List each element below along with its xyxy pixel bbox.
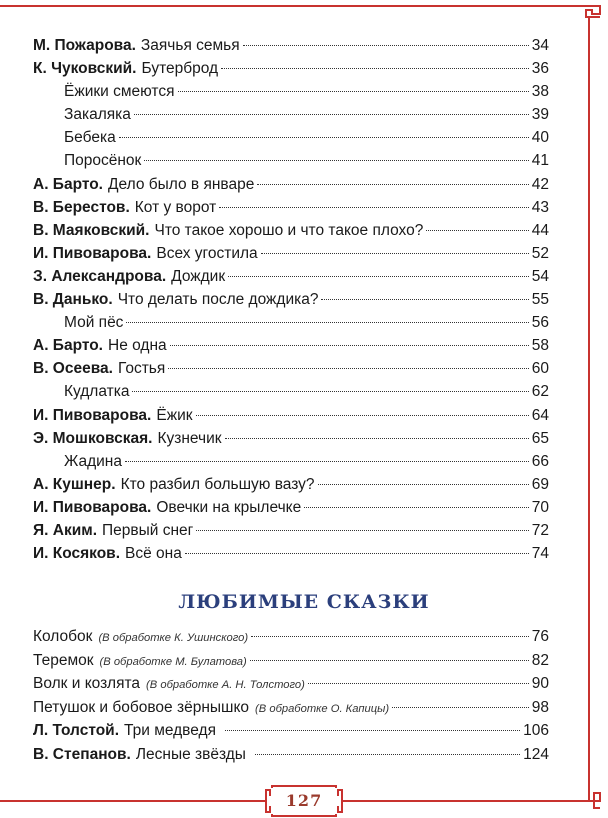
dot-leader [250,660,529,661]
toc-entry-title: Теремок [33,651,94,669]
toc-entry-title: Что такое хорошо и что такое плохо? [154,221,424,239]
toc-entry-author: В. Берестов. [33,198,130,216]
toc-entry [33,288,549,311]
toc-entry [33,311,549,334]
toc-entry-page: 55 [531,291,549,309]
toc-entry-title: Лесные звёзды [135,745,246,763]
dot-leader [144,160,528,161]
dot-leader [392,707,529,708]
toc-entry-title: Колобок [33,628,93,645]
toc-entry-page: 72 [531,521,549,539]
toc-entry-note: (В обработке К. Ушинского) [98,632,249,644]
dot-leader [134,114,529,115]
toc-entry-title: Ёжики смеются [64,83,175,101]
toc-entry [33,34,549,57]
toc-fairy-tales-list [33,625,549,767]
toc-entry [33,473,549,496]
toc-entry-title: Дело было в январе [108,175,255,193]
toc-entry [33,334,549,357]
toc-entry [33,196,549,219]
toc-entry-author: И. Пивоварова. [33,406,152,424]
dot-leader [318,484,529,485]
toc-entry [33,427,549,450]
toc-entry [33,357,549,380]
dot-leader [225,730,520,731]
toc-entry [33,625,549,649]
toc-entry-title: Жадина [64,452,122,470]
toc-entry-title: Кудлатка [64,383,130,401]
section-title: ЛЮБИМЫЕ СКАЗКИ [178,591,430,613]
toc-entry [33,404,549,427]
toc-entry-title: Бебека [64,129,116,147]
dot-leader [132,391,528,392]
toc-entry [33,149,549,172]
toc-entry-title: Первый снег [102,521,194,539]
toc-entry-title: Овечки на крылечке [156,498,302,516]
toc-entry [33,380,549,403]
toc-entry-title: Волк и козлята [33,675,141,693]
toc-entry-page: 98 [531,698,549,716]
toc-entry-page: 82 [531,651,549,669]
toc-entry [33,265,549,288]
toc-entry [33,126,549,149]
toc-entry-title: Мой пёс [64,314,124,332]
toc-entry-title: Всё она [125,545,182,563]
toc-entry [33,80,549,103]
dot-leader [261,253,529,254]
toc-entry-author: А. Барто. [33,337,103,355]
toc-entry [33,219,549,242]
toc-entry-page: 124 [523,745,549,763]
toc-entry-author: З. Александрова. [33,267,167,285]
toc-entry-author: А. Кушнер. [33,475,116,493]
dot-leader [308,683,529,684]
toc-entry-author: Э. Мошковская. [33,429,153,447]
toc-entry-title: Бутерброд [141,60,219,78]
dot-leader [243,45,529,46]
toc-entry-title: Петушок и бобовое зёрнышко [33,698,250,716]
toc-main-list [33,34,549,565]
toc-entry [33,450,549,473]
dot-leader [221,68,529,69]
toc-entry-author: А. Барто. [33,175,103,193]
toc-entry-page: 64 [531,406,549,424]
toc-entry-page: 52 [531,244,549,262]
toc-entry-title: Кот у ворот [134,198,217,216]
toc-entry-page: 38 [531,83,549,101]
toc-entry-author: И. Пивоварова. [33,498,152,516]
toc-entry [33,496,549,519]
toc-entry-note: (В обработке М. Булатова) [99,655,247,668]
toc-entry-page: 39 [531,106,549,124]
toc-entry-author: К. Чуковский. [33,60,137,78]
toc-entry-author: В. Степанов. [33,745,131,763]
toc-entry-page: 43 [531,198,549,216]
toc-entry-title: Закаляка [64,106,131,124]
toc-entry-title: Не одна [108,337,167,355]
toc-entry-page: 65 [531,429,549,447]
toc-entry-page: 42 [531,175,549,193]
toc-entry-page: 69 [531,475,549,493]
dot-leader [170,345,529,346]
toc-entry [33,173,549,196]
toc-entry [33,103,549,126]
toc-entry-page: 66 [531,452,549,470]
toc-entry-page: 56 [531,314,549,332]
dot-leader [219,207,529,208]
toc-entry-author: И. Пивоварова. [33,244,152,262]
toc-entry [33,57,549,80]
dot-leader [228,276,529,277]
toc-entry-page: 70 [531,498,549,516]
dot-leader [168,368,528,369]
toc-entry-page: 36 [531,60,549,78]
dot-leader [196,415,529,416]
toc-entry-title: Поросёнок [64,152,142,170]
dot-leader [125,461,529,462]
dot-leader [119,137,529,138]
toc-entry-title: Кто разбил большую вазу? [120,475,315,493]
toc-entry-page: 40 [531,129,549,147]
toc-entry [33,672,549,696]
dot-leader [257,184,528,185]
dot-leader [178,91,529,92]
toc-entry-title: Что делать после дождика? [117,291,319,309]
toc-entry-title: Три медведя [124,722,216,740]
toc-entry-title: Ёжик [156,406,193,424]
toc-entry [33,242,549,265]
dot-leader [225,438,529,439]
toc-entry-page: 60 [531,360,549,378]
dot-leader [185,553,529,554]
toc-entry-page: 41 [531,152,549,170]
dot-leader [304,507,529,508]
toc-entry-author: В. Осеева. [33,360,113,378]
toc-entry-note: (В обработке О. Капицы) [255,702,390,715]
toc-entry-author: Я. Аким. [33,521,98,539]
toc-entry-page: 76 [531,628,549,645]
toc-entry-title: Дождик [171,267,226,285]
toc-entry-title: Заячья семья [140,37,240,54]
toc-entry-page: 106 [523,722,549,740]
toc-entry-page: 58 [531,337,549,355]
toc-entry-title: Кузнечик [157,429,222,447]
toc-entry-page: 34 [531,37,549,54]
toc-entry-author: В. Данько. [33,291,113,309]
toc-entry-author: В. Маяковский. [33,221,150,239]
toc-entry-note: (В обработке А. Н. Толстого) [146,679,305,692]
dot-leader [251,636,529,637]
dot-leader [126,322,528,323]
toc-entry [33,542,549,565]
toc-entry-author: И. Косяков. [33,545,120,563]
toc-entry-page: 62 [531,383,549,401]
toc-entry [33,743,549,767]
toc-entry [33,719,549,743]
toc-entry-page: 90 [531,675,549,693]
toc-entry-title: Гостья [117,360,166,378]
dot-leader [321,299,528,300]
toc-entry-author: М. Пожарова. [33,37,136,54]
page-number: 127 [271,788,337,814]
toc-entry-page: 54 [531,267,549,285]
toc-entry [33,649,549,673]
dot-leader [426,230,528,231]
toc-entry [33,519,549,542]
dot-leader [255,754,520,755]
dot-leader [196,530,528,531]
toc-entry-author: Л. Толстой. [33,722,120,740]
toc-entry [33,696,549,720]
toc-entry-title: Всех угостила [156,244,258,262]
toc-entry-page: 74 [531,545,549,563]
toc-entry-page: 44 [531,221,549,239]
